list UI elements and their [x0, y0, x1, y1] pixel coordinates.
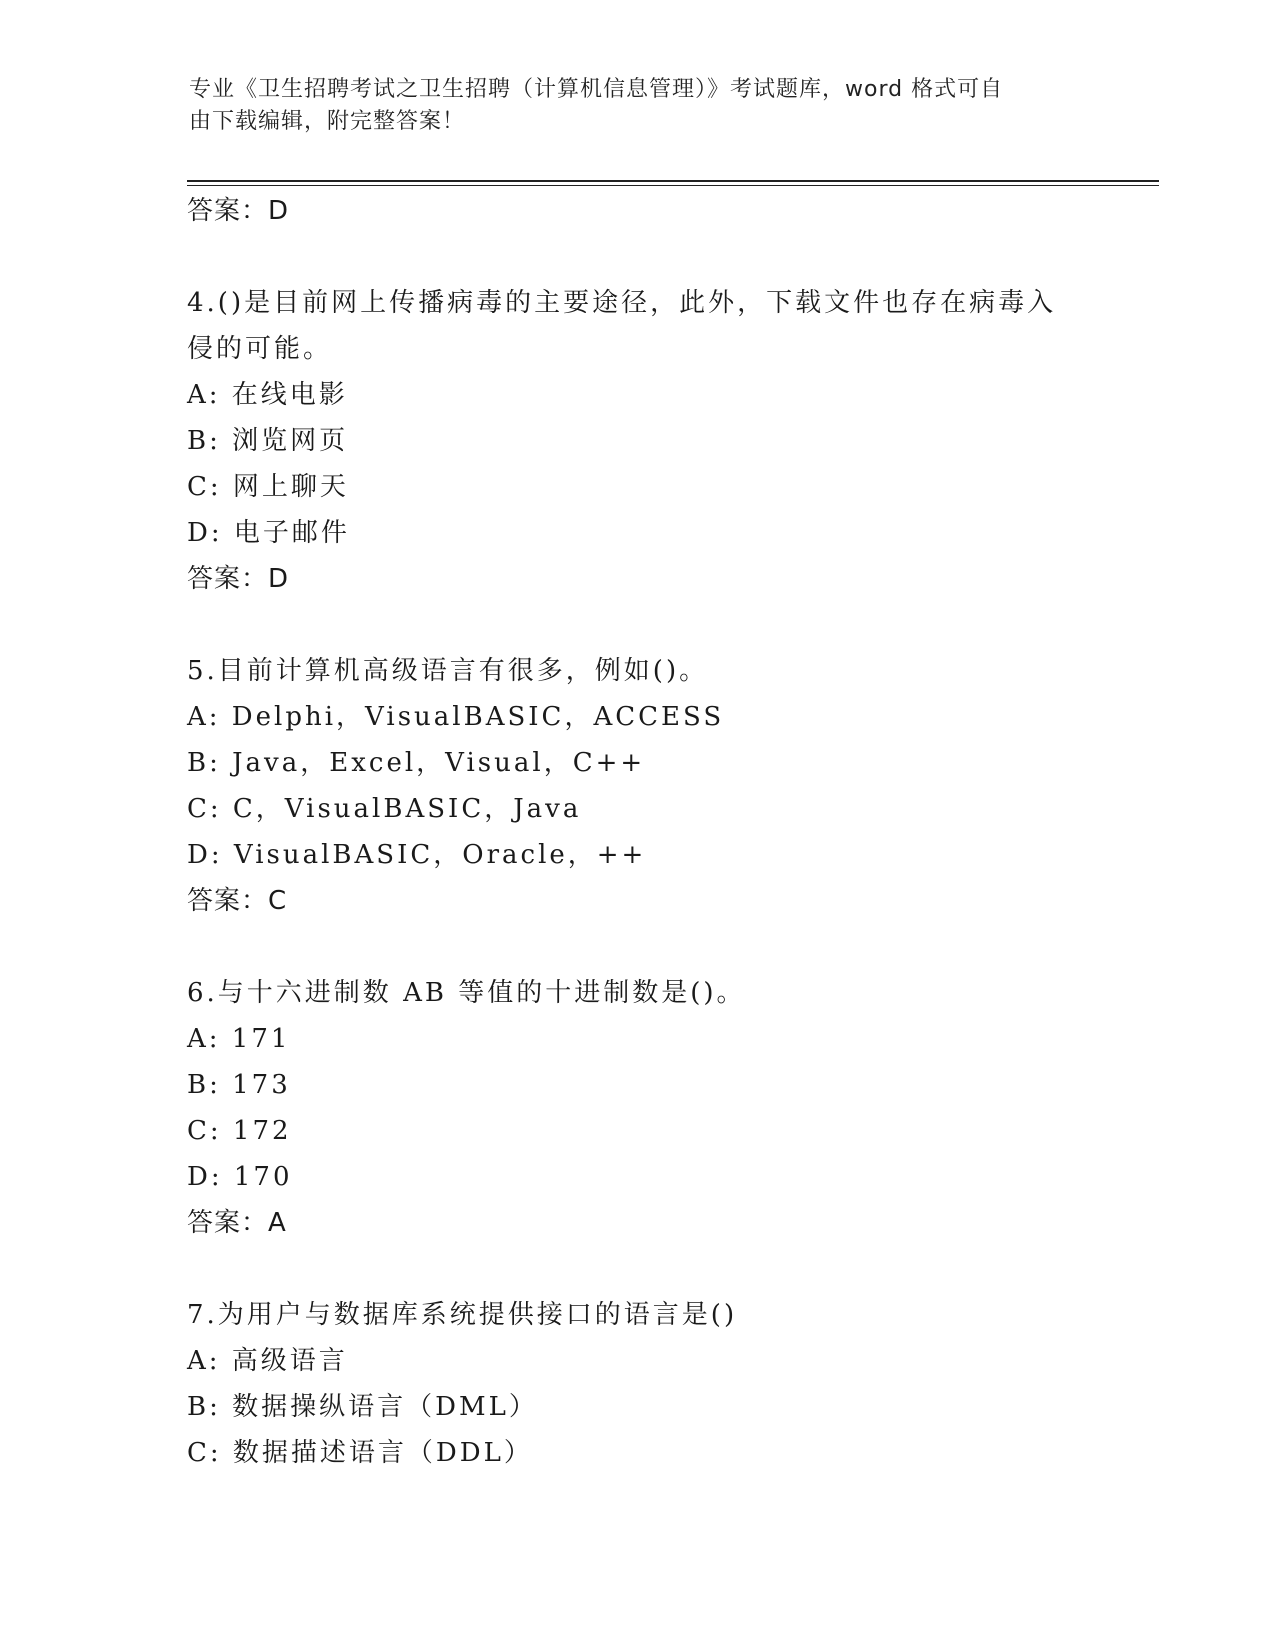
- question-7-option-b: B: 数据操纵语言（DML）: [187, 1392, 538, 1422]
- question-5-option-d: D: VisualBASIC，Oracle，++: [187, 840, 647, 870]
- question-4-option-b: B: 浏览网页: [187, 426, 349, 456]
- spacer: [187, 924, 1167, 970]
- question-5: [187, 648, 1167, 924]
- question-5-answer: 答案：C: [187, 886, 288, 916]
- question-4-answer: 答案：D: [187, 564, 290, 594]
- question-6-option-a: A: 171: [187, 1024, 291, 1054]
- question-5-text: 5.目前计算机高级语言有很多，例如()。: [187, 656, 709, 686]
- question-4-option-d: D: 电子邮件: [187, 518, 350, 548]
- question-4: [187, 280, 1167, 602]
- question-4-option-c: C: 网上聊天: [187, 472, 349, 502]
- header-rule-thick: [187, 180, 1159, 182]
- question-5-option-c: C: C，VisualBASIC，Java: [187, 794, 582, 824]
- header-line-1: 专业《卫生招聘考试之卫生招聘（计算机信息管理）》考试题库，word 格式可自: [189, 77, 1004, 102]
- question-7-option-a: A: 高级语言: [187, 1346, 348, 1376]
- header-line-2: 由下载编辑，附完整答案！: [189, 109, 466, 134]
- spacer: [187, 1246, 1167, 1292]
- question-7-option-c: C: 数据描述语言（DDL）: [187, 1438, 533, 1468]
- question-6-answer: 答案：A: [187, 1208, 287, 1238]
- question-7-text: 7.为用户与数据库系统提供接口的语言是(): [187, 1300, 738, 1330]
- question-list: [187, 188, 1167, 1476]
- question-6-option-b: B: 173: [187, 1070, 291, 1100]
- question-5-option-b: B: Java，Excel，Visual，C++: [187, 748, 646, 778]
- header-rule-thin: [187, 185, 1159, 186]
- question-5-option-a: A: Delphi，VisualBASIC，ACCESS: [187, 702, 725, 732]
- question-6: [187, 970, 1167, 1246]
- question-7: [187, 1292, 1167, 1476]
- document-header: [189, 74, 1089, 138]
- question-6-text: 6.与十六进制数 AB 等值的十进制数是()。: [187, 978, 746, 1008]
- question-4-text-line-2: 侵的可能。: [187, 334, 333, 364]
- question-6-option-c: C: 172: [187, 1116, 292, 1146]
- spacer: [187, 602, 1167, 648]
- answer-previous: 答案：D: [187, 196, 290, 226]
- question-6-option-d: D: 170: [187, 1162, 293, 1192]
- spacer: [187, 234, 1167, 280]
- question-4-text-line-1: 4.()是目前网上传播病毒的主要途径，此外，下载文件也存在病毒入: [187, 288, 1057, 318]
- question-4-option-a: A: 在线电影: [187, 380, 348, 410]
